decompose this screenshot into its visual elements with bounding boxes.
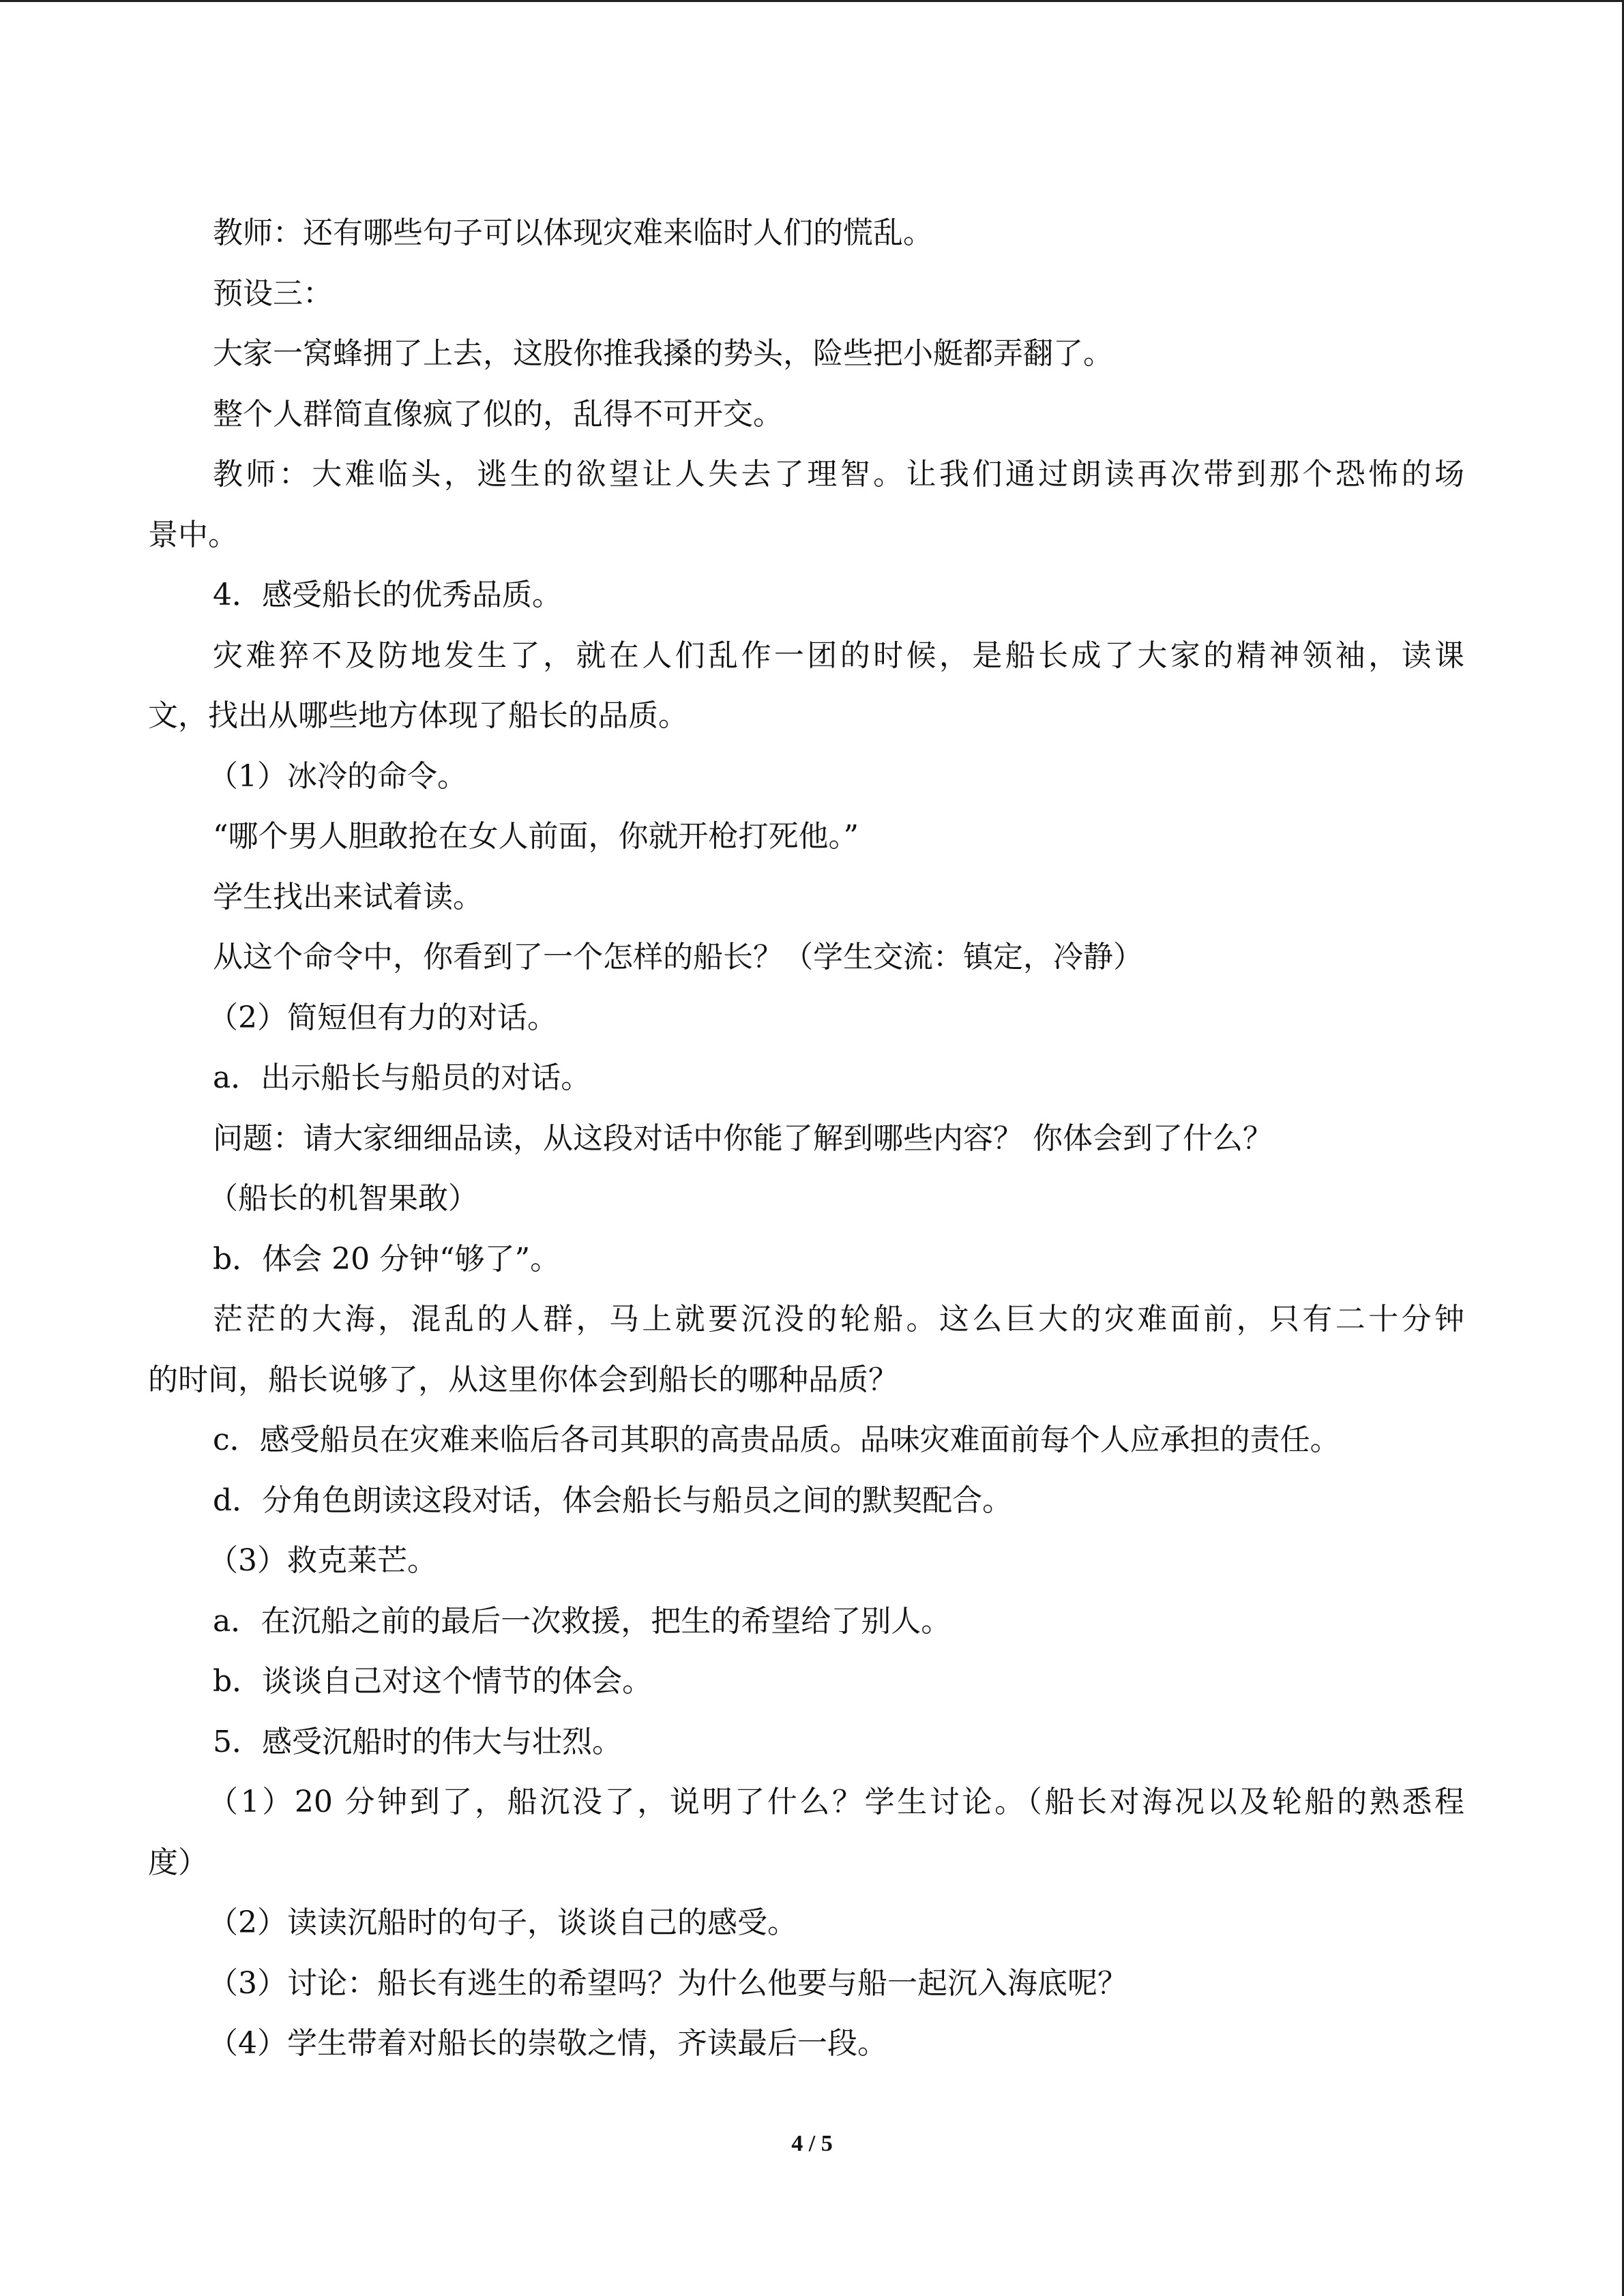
text-line: 5．感受沉船时的伟大与壮烈。 <box>213 1724 622 1759</box>
text-line: 景中。 <box>148 517 238 552</box>
text-line: （2）简短但有力的对话。 <box>208 1000 557 1035</box>
text-line: 4．感受船长的优秀品质。 <box>213 578 562 612</box>
text-line: （1）20 分钟到了，船沉没了，说明了什么？学生讨论。（船长对海况以及轮船的熟悉程 <box>208 1785 1464 1819</box>
text-line: 教师：大难临头，逃生的欲望让人失去了理智。让我们通过朗读再次带到那个恐怖的场 <box>213 457 1464 492</box>
text-line: （船长的机智果敢） <box>208 1181 478 1216</box>
text-line: （3）讨论：船长有逃生的希望吗？为什么他要与船一起沉入海底呢？ <box>208 1965 1127 2001</box>
text-line: （2）读读沉船时的句子，谈谈自己的感受。 <box>208 1905 797 1940</box>
text-line: 问题：请大家细细品读，从这段对话中你能了解到哪些内容？ 你体会到了什么？ <box>213 1120 1273 1156</box>
text-line: 灾难猝不及防地发生了，就在人们乱作一团的时候，是船长成了大家的精神领袖，读课 <box>213 638 1464 673</box>
text-line: 整个人群简直像疯了似的，乱得不可开交。 <box>213 396 783 432</box>
text-line: 茫茫的大海，混乱的人群，马上就要沉没的轮船。这么巨大的灾难面前，只有二十分钟 <box>213 1302 1464 1337</box>
text-line: a．在沉船之前的最后一次救援，把生的希望给了别人。 <box>213 1603 951 1639</box>
text-line: 的时间，船长说够了，从这里你体会到船长的哪种品质？ <box>148 1362 898 1397</box>
text-line: d．分角色朗读这段对话，体会船长与船员之间的默契配合。 <box>213 1482 1013 1518</box>
text-line: 大家一窝蜂拥了上去，这股你推我搡的势头，险些把小艇都弄翻了。 <box>213 336 1113 371</box>
text-line: b．体会 20 分钟“够了”。 <box>213 1241 561 1277</box>
text-line: 预设三： <box>213 275 333 311</box>
page-number: 4 / 5 <box>791 2131 833 2156</box>
document-body <box>148 203 1464 2074</box>
text-line: 度） <box>148 1845 208 1880</box>
text-line: c．感受船员在灾难来临后各司其职的高贵品质。品味灾难面前每个人应承担的责任。 <box>213 1422 1340 1457</box>
text-line: “哪个男人胆敢抢在女人前面，你就开枪打死他。” <box>213 819 859 854</box>
text-line: 从这个命令中，你看到了一个怎样的船长？（学生交流：镇定，冷静） <box>213 940 1143 974</box>
text-line: （1）冰冷的命令。 <box>208 758 467 794</box>
text-line: b．谈谈自己对这个情节的体会。 <box>213 1664 653 1699</box>
text-line: 教师：还有哪些句子可以体现灾难来临时人们的慌乱。 <box>213 215 933 250</box>
text-line: a．出示船长与船员的对话。 <box>213 1060 591 1095</box>
text-line: （4）学生带着对船长的崇敬之情，齐读最后一段。 <box>208 2026 887 2061</box>
text-line: 学生找出来试着读。 <box>213 879 483 914</box>
text-line: 文，找出从哪些地方体现了船长的品质。 <box>148 698 688 733</box>
text-line: （3）救克莱芒。 <box>208 1543 437 1578</box>
